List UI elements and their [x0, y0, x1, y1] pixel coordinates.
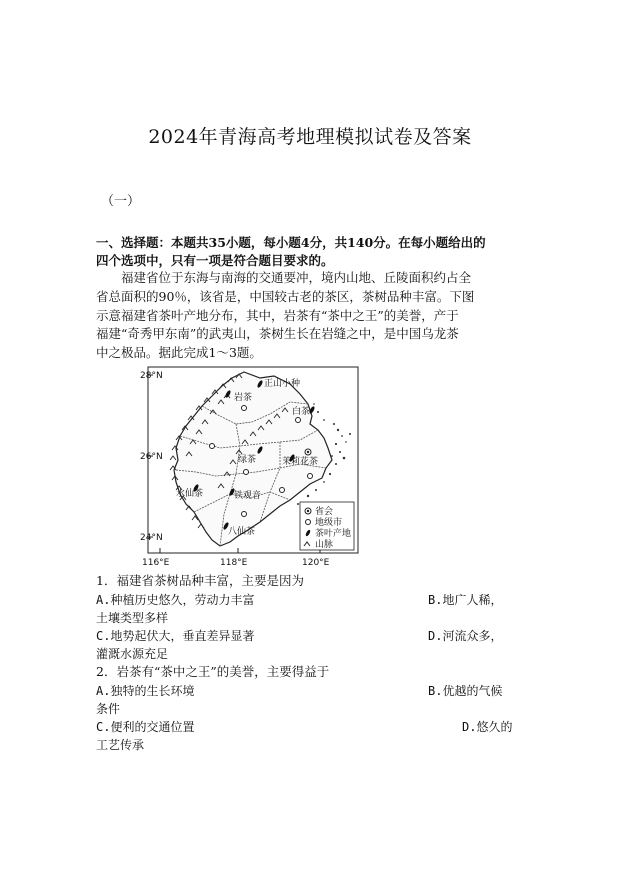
lat-26-label: 26°N [140, 452, 163, 462]
label-yancha: 岩茶 [234, 393, 253, 403]
label-baicha: 白茶 [292, 407, 311, 417]
question-2-option-d: D.悠久的 [462, 720, 513, 734]
lon-118-label: 118°E [220, 558, 248, 568]
passage-line-4: 福建“奇秀甲东南”的武夷山，茶树生长在岩缝之中，是中国乌龙茶 [96, 326, 459, 341]
question-1-option-d-cont: 灌溉水源充足 [96, 647, 169, 661]
question-1-option-c: C.地势起伏大，垂直差异显著 [96, 629, 255, 643]
label-shuixian: 水仙茶 [176, 489, 204, 499]
lon-116-label: 116°E [142, 558, 170, 568]
label-baxian: 八仙茶 [228, 527, 256, 537]
instruction-line-1: 一、选择题：本题共35小题，每小题4分，共140分。在每小题给出的 [96, 235, 486, 250]
passage-line-5: 中之极品。据此完成1～3题。 [96, 345, 262, 360]
question-1-option-a: A.种植历史悠久，劳动力丰富 [96, 593, 255, 607]
legend-tea-site: 茶叶产地 [315, 529, 352, 539]
question-2-option-c: C.便利的交通位置 [96, 720, 195, 734]
map-svg [140, 364, 362, 570]
question-2-stem: 2．岩茶有“茶中之王”的美誉，主要得益于 [96, 664, 330, 679]
question-1-option-b-cont: 土壤类型多样 [96, 611, 169, 625]
passage-line-1: 福建省位于东海与南海的交通要冲，境内山地、丘陵面积约占全 [121, 270, 472, 285]
legend-mountain: 山脉 [315, 540, 334, 550]
question-2-option-d-cont: 工艺传承 [96, 738, 145, 752]
document-title: 2024年青海高考地理模拟试卷及答案 [148, 126, 472, 148]
question-1-option-d: D.河流众多， [428, 629, 503, 643]
lon-120-label: 120°E [302, 558, 330, 568]
question-1-stem: 1．福建省茶树品种丰富，主要是因为 [96, 573, 304, 588]
fujian-tea-map [140, 364, 362, 570]
passage-line-2: 省总面积的90％，该省是，中国较古老的茶区，茶树品种丰富。下图 [96, 289, 475, 304]
section-label: （一） [101, 194, 141, 209]
map-legend [300, 502, 354, 550]
lat-24-label: 24°N [140, 533, 163, 543]
legend-city: 地级市 [315, 518, 343, 528]
label-tieguanyin: 铁观音 [234, 491, 262, 501]
question-2-option-a: A.独特的生长环境 [96, 684, 195, 698]
label-molihua: 茉莉花茶 [282, 457, 319, 467]
lat-28-label: 28°N [140, 371, 163, 381]
label-zhengshan: 正山小种 [264, 379, 301, 389]
question-2-option-b-cont: 条件 [96, 702, 121, 716]
question-2-option-b: B.优越的气候 [428, 684, 503, 698]
passage-line-3: 示意福建省茶叶产地分布，其中，岩茶有“茶中之王”的美誉，产于 [96, 308, 459, 323]
label-lvcha: 绿茶 [238, 455, 257, 465]
instruction-line-2: 四个选项中，只有一项是符合题目要求的。 [96, 253, 334, 268]
legend-capital: 省会 [315, 507, 334, 517]
question-1-option-b: B.地广人稀， [428, 593, 503, 607]
